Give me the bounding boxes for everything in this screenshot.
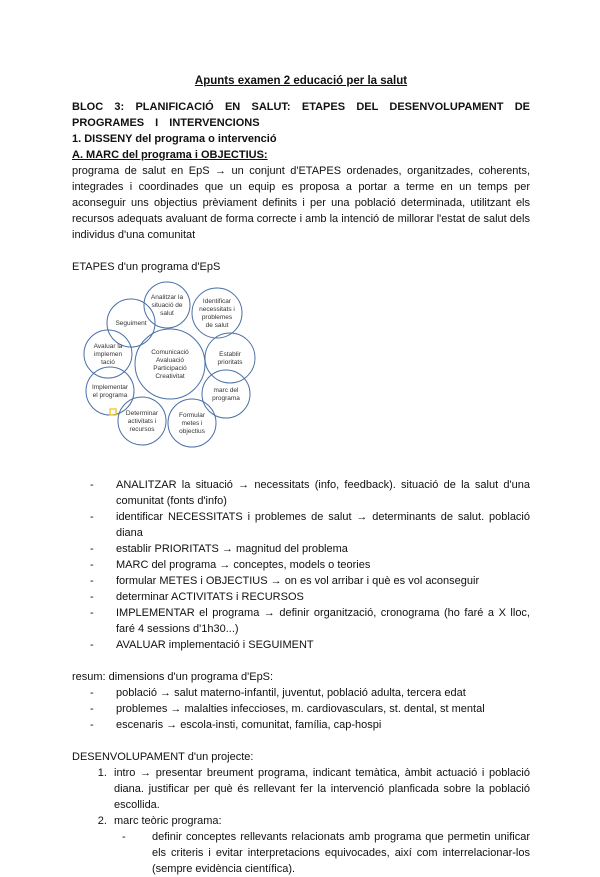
- stage-label: Determinar activitats i recursos: [125, 410, 159, 433]
- desenvolupament-label: DESENVOLUPAMENT d'un projecte:: [72, 751, 254, 763]
- list-item: - determinar ACTIVITATS i RECURSOS: [116, 589, 530, 605]
- stage-label: Establir prioritats: [217, 351, 243, 366]
- document-title: Apunts examen 2 educació per la salut: [194, 75, 408, 87]
- stage-circle: [205, 333, 255, 383]
- center-label: Comunicació Avaluació Participació Creativitat: [151, 349, 189, 380]
- stage-label: Implementar el programa: [91, 384, 129, 399]
- etapes-list: [72, 477, 530, 653]
- list-item: - població → salut materno-infantil, juventut, població adulta, tercera edat: [116, 685, 530, 701]
- etapes-diagram: [78, 281, 278, 471]
- etapes-label: ETAPES d'un programa d'EpS: [72, 261, 221, 273]
- resum-list: [72, 685, 530, 733]
- section-1-heading: 1. DISSENY del programa o intervenció: [72, 133, 277, 145]
- stage-label: Avaluar la implemen tació: [93, 343, 123, 366]
- stage-label: Seguiment: [115, 320, 147, 327]
- stage-label: Identificar necessitats i problemes de salut: [199, 298, 235, 329]
- stage-label: Formular metes i objectius: [178, 412, 206, 435]
- list-item: - establir PRIORITATS → magnitud del problema: [116, 541, 530, 557]
- list-item: - AVALUAR implementació i SEGUIMENT: [116, 637, 530, 653]
- definition-paragraph: programa de salut en EpS → un conjunt d'ETAPES ordenades, organitzades, coherents, integrades i coordinades que un equip es proposa a portar a terme en un temps per aconseguir uns objectius prèviament definits i per una població determinada, utilitzant els recursos adequats avaluant de forma correcte i amb la intenció de millorar l'estat de salut dels individus d'una comunitat: [72, 165, 530, 241]
- list-item: 1. intro → presentar breument programa, indicant temàtica, àmbit actuació i població diana. justificar per què és rellevant fer la intervenció planficada sobre la població escollida.: [110, 765, 530, 813]
- stage-label: marc del programa: [212, 387, 240, 402]
- document-content: [72, 73, 530, 877]
- stage-circle: [202, 370, 250, 418]
- sub-list: [114, 829, 530, 877]
- list-item: - formular METES i OBJECTIUS → on es vol arribar i què es vol aconseguir: [116, 573, 530, 589]
- list-item: - identificar NECESSITATS i problemes de salut → determinants de salut. població diana: [116, 509, 530, 541]
- stage-circle: [86, 367, 134, 415]
- list-item: - ANALITZAR la situació → necessitats (info, feedback). situació de la salut d'una comunitat (fonts d'info): [116, 477, 530, 509]
- list-item: - escenaris → escola-insti, comunitat, família, cap-hospi: [116, 717, 530, 733]
- list-item: - definir conceptes rellevants relacionats amb programa que permetin unificar els criteris i evitar interpretacions equivocades, així com interrelacionar-los (sempre evidència científica).: [148, 829, 530, 877]
- center-circle: [135, 329, 205, 399]
- resum-label: resum: dimensions d'un programa d'EpS:: [72, 671, 274, 683]
- list-item: - MARC del programa → conceptes, models o teories: [116, 557, 530, 573]
- list-item: [110, 813, 530, 877]
- section-a-heading: A. MARC del programa i OBJECTIUS:: [72, 149, 268, 161]
- list-item-text: marc teòric programa:: [114, 815, 222, 827]
- desenvolupament-list: [72, 765, 530, 877]
- stage-label: Analitzar la situació de salut: [150, 294, 184, 317]
- bloc-heading: BLOC 3: PLANIFICACIÓ EN SALUT: ETAPES DEL DESENVOLUPAMENT DE PROGRAMES I INTERVENCIONS: [72, 101, 530, 129]
- list-item: - IMPLEMENTAR el programa → definir organització, cronograma (ho faré a X lloc, faré 4 sessions d'1h30...): [116, 605, 530, 637]
- list-item: - problemes → malalties infeccioses, m. cardiovasculars, st. dental, st mental: [116, 701, 530, 717]
- stage-circle: [192, 288, 242, 338]
